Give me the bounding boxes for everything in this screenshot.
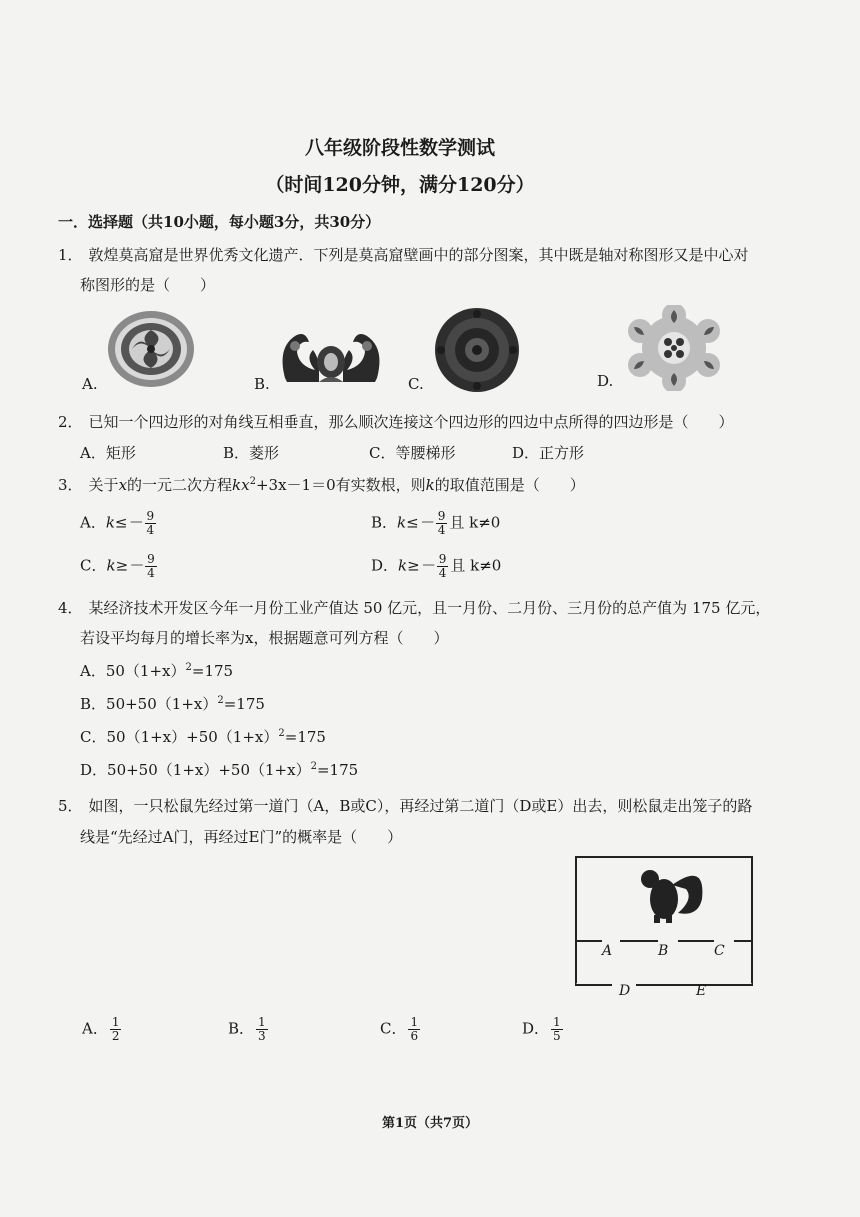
numerator: 9 bbox=[147, 552, 155, 566]
option-tail: =175 bbox=[223, 695, 265, 713]
gate-c-label: C bbox=[714, 943, 725, 959]
option-label: C． bbox=[80, 728, 107, 746]
question-text: 某经济技术开发区今年一月份工业产值达 50 亿元，且一月份、二月份、三月份的总产值为 175 亿元， bbox=[88, 599, 771, 617]
pattern-d-image bbox=[622, 305, 726, 395]
question-text: 如图，一只松鼠先经过第一道门（A，B或C），再经过第二道门（D或E）出去，则松鼠走出笼子的路 bbox=[88, 797, 753, 815]
denominator: 6 bbox=[410, 1029, 419, 1043]
denominator: 4 bbox=[438, 566, 447, 580]
fraction bbox=[256, 1016, 268, 1043]
question-4-continued: 若设平均每月的增长率为x，根据题意可列方程（ ） bbox=[80, 629, 449, 647]
denominator: 4 bbox=[147, 566, 155, 580]
q2-option-d: D．正方形 bbox=[512, 444, 585, 462]
question-number: 2． bbox=[58, 413, 83, 431]
question-text-part: 的一元二次方程 bbox=[127, 476, 233, 494]
numerator: 9 bbox=[437, 509, 446, 523]
option-tail: 且 k≠0 bbox=[449, 513, 501, 532]
q5-option-d bbox=[522, 1016, 565, 1043]
fraction bbox=[145, 510, 157, 537]
option-exponent: 2 bbox=[310, 761, 317, 772]
q5-option-b bbox=[228, 1016, 270, 1043]
option-expression: k≤－ bbox=[105, 513, 143, 532]
option-expression: 50+50（1+x）+50（1+x） bbox=[107, 761, 311, 779]
q4-option-b bbox=[80, 693, 265, 714]
fraction bbox=[437, 553, 449, 580]
equation-exponent: 2 bbox=[249, 476, 256, 487]
option-label: D． bbox=[371, 556, 399, 575]
denominator: 5 bbox=[553, 1029, 561, 1043]
question-5 bbox=[58, 795, 752, 816]
option-exponent: 2 bbox=[217, 695, 224, 706]
denominator: 3 bbox=[258, 1029, 266, 1043]
gate-d-label: D bbox=[619, 983, 631, 999]
option-expression: k≤－ bbox=[397, 513, 434, 532]
pattern-b-image bbox=[275, 318, 387, 392]
q2-option-a: A．矩形 bbox=[80, 444, 136, 462]
option-expression: 50（1+x）+50（1+x） bbox=[106, 728, 279, 746]
option-expression: k≥－ bbox=[106, 556, 144, 575]
option-expression: k≥－ bbox=[398, 556, 435, 575]
denominator: 4 bbox=[146, 523, 155, 537]
numerator: 9 bbox=[146, 509, 155, 523]
option-label: B． bbox=[228, 1019, 255, 1038]
q3-option-c bbox=[80, 553, 159, 580]
section-heading: 一．选择题（共10小题，每小题3分，共30分） bbox=[58, 213, 381, 231]
fraction bbox=[110, 1016, 122, 1043]
option-label: B． bbox=[80, 695, 107, 713]
numerator: 1 bbox=[553, 1015, 561, 1029]
option-label: C． bbox=[380, 1019, 407, 1038]
q4-option-c bbox=[80, 726, 326, 747]
option-label: A． bbox=[82, 1019, 108, 1038]
squirrel-icon bbox=[641, 870, 702, 923]
option-exponent: 2 bbox=[185, 662, 192, 673]
option-label: D． bbox=[522, 1019, 550, 1038]
q2-option-c: C．等腰梯形 bbox=[369, 444, 456, 462]
q1-option-a-label: A. bbox=[82, 375, 98, 393]
fraction bbox=[551, 1016, 563, 1043]
question-3 bbox=[58, 474, 585, 495]
option-expression: 50+50（1+x） bbox=[106, 695, 218, 713]
denominator: 4 bbox=[437, 523, 446, 537]
pattern-a-image bbox=[106, 308, 196, 394]
q3-option-b bbox=[371, 510, 500, 537]
q4-option-d bbox=[80, 759, 358, 780]
q3-option-a bbox=[80, 510, 158, 537]
fraction bbox=[436, 510, 448, 537]
question-2 bbox=[58, 411, 734, 432]
equation-term: kx bbox=[232, 476, 250, 494]
option-label: D． bbox=[80, 761, 108, 779]
question-text-part: 关于 bbox=[88, 476, 119, 494]
option-tail: 且 k≠0 bbox=[450, 556, 502, 575]
numerator: 1 bbox=[410, 1015, 419, 1029]
denominator: 2 bbox=[111, 1029, 120, 1043]
q1-option-b-label: B. bbox=[254, 375, 270, 393]
question-text-part: 有实数根，则 bbox=[335, 476, 426, 494]
fraction bbox=[408, 1016, 420, 1043]
q5-option-c bbox=[380, 1016, 422, 1043]
question-number: 1． bbox=[58, 246, 83, 264]
option-label: B． bbox=[371, 513, 398, 532]
equation-rest: +3x－1＝0 bbox=[255, 476, 336, 494]
question-number: 5． bbox=[58, 797, 83, 815]
numerator: 9 bbox=[438, 552, 447, 566]
option-label: A． bbox=[80, 662, 106, 680]
numerator: 1 bbox=[258, 1015, 266, 1029]
page-title: 八年级阶段性数学测试 bbox=[304, 137, 495, 159]
question-1-continued: 称图形的是（ ） bbox=[80, 276, 216, 294]
q3-option-d bbox=[371, 553, 501, 580]
question-text: 敦煌莫高窟是世界优秀文化遗产．下列是莫高窟壁画中的部分图案，其中既是轴对称图形又是中心对 bbox=[88, 246, 749, 264]
option-exponent: 2 bbox=[278, 728, 285, 739]
q2-option-b: B．菱形 bbox=[223, 444, 280, 462]
question-text: 已知一个四边形的对角线互相垂直，那么顺次连接这个四边形的四边中点所得的四边形是（ ） bbox=[88, 413, 734, 431]
option-label: C． bbox=[80, 556, 107, 575]
option-tail: =175 bbox=[284, 728, 326, 746]
gate-e-label: E bbox=[696, 983, 707, 999]
pattern-c-image bbox=[432, 306, 522, 398]
q1-option-c-label: C. bbox=[408, 375, 424, 393]
option-expression: 50（1+x） bbox=[105, 662, 186, 680]
option-tail: =175 bbox=[191, 662, 234, 680]
question-number: 3． bbox=[58, 476, 83, 494]
gate-b-label: B bbox=[658, 943, 669, 959]
q5-option-a bbox=[82, 1016, 123, 1043]
fraction bbox=[145, 553, 157, 580]
page-subtitle: （时间120分钟，满分120分） bbox=[265, 174, 535, 196]
q1-option-d-label: D. bbox=[597, 372, 614, 390]
question-5-continued: 线是“先经过A门，再经过E门”的概率是（ ） bbox=[80, 828, 403, 846]
page-footer: 第1页（共7页） bbox=[381, 1116, 479, 1131]
gate-a-label: A bbox=[602, 943, 613, 959]
question-text-part: 的取值范围是（ ） bbox=[434, 476, 585, 494]
squirrel-cage-diagram bbox=[574, 855, 756, 1001]
question-4 bbox=[58, 597, 770, 618]
variable-k: k bbox=[425, 476, 435, 494]
option-tail: =175 bbox=[316, 761, 359, 779]
question-1 bbox=[58, 244, 749, 265]
q4-option-a bbox=[80, 660, 233, 681]
variable-x: x bbox=[118, 476, 128, 494]
numerator: 1 bbox=[111, 1015, 120, 1029]
question-number: 4． bbox=[58, 599, 83, 617]
option-label: A． bbox=[80, 513, 106, 532]
